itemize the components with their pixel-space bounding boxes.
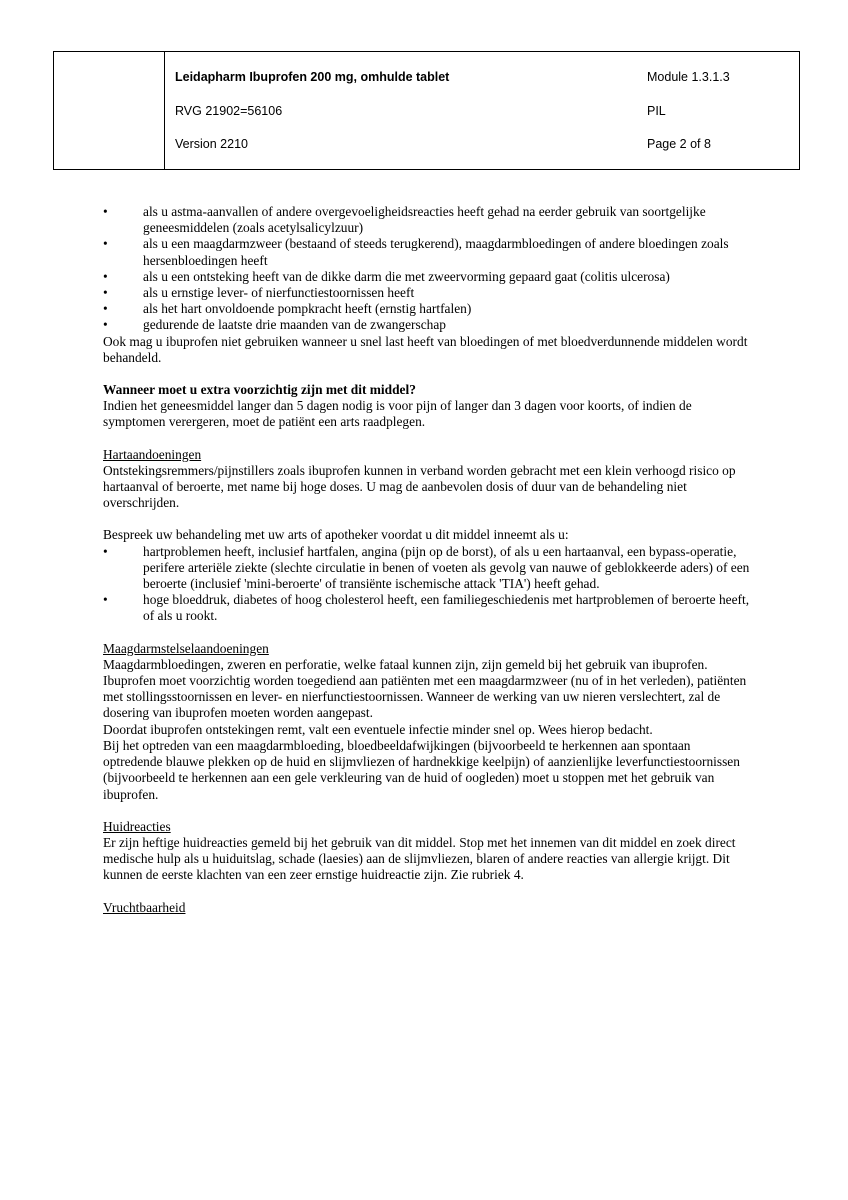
list-item: • als u een ontsteking heeft van de dikke darm die met zweervorming gepaard gaat (colitis ulcerosa) [103,268,670,284]
document-header-table [53,51,800,170]
bullet-icon: • [103,285,108,301]
subheading-heart: Hartaandoeningen [103,446,202,462]
bullet-icon: • [103,592,108,608]
header-version: Version 2210 [175,137,248,151]
header-doc-type: PIL [647,104,666,118]
heart-intro: Bespreek uw behandeling met uw arts of apotheker voordat u dit middel inneemt als u: [103,527,569,543]
list-item: • gedurende de laatste drie maanden van de zwangerschap [103,317,447,333]
bullet-icon: • [103,268,108,284]
section-heading-caution: Wanneer moet u extra voorzichtig zijn met dit middel? [103,382,416,398]
bullet-icon: • [103,317,108,333]
header-module: Module 1.3.1.3 [647,70,730,84]
list-item: • als u ernstige lever- of nierfunctiestoornissen heeft [103,285,415,301]
subheading-skin: Huidreacties [103,818,171,834]
header-rvg-number: RVG 21902=56106 [175,104,283,118]
subheading-gastro: Maagdarmstelselaandoeningen [103,640,269,656]
gastro-paragraph: Bij het optreden van een maagdarmbloeding, bloedbeeldafwijkingen (bijvoorbeeld te herkennen aan spontaan optredende blauwe plekken op de huid en slijmvliezen of hardnekkige keelpijn) of aanzienlijke leverfunctiestoornissen (bijvoorbeeld te herkennen aan een gele verkleuring van de huid of oogleden) moet u stoppen met het gebruik van ibuprofen. [103,737,740,802]
document-body [103,204,753,916]
bullet-icon: • [103,204,108,219]
gastro-paragraph: Ibuprofen moet voorzichtig worden toegediend aan patiënten met een maagdarmzweer (nu of in het verleden), patiënten met stollingsstoornissen en lever- en nierfunctiestoornissen. Wanneer de werking van uw nieren verslechtert, zal de dosering van ibuprofen moeten worden aangepast. [103,673,747,721]
header-page-number: Page 2 of 8 [647,137,711,151]
list-item: • als u een maagdarmzweer (bestaand of steeds terugkerend), maagdarmbloedingen of andere bloedingen zoals hersenbloedingen heeft [103,236,729,268]
list-item: • als het hart onvoldoende pompkracht heeft (ernstig hartfalen) [103,301,472,317]
heart-paragraph: Ontstekingsremmers/pijnstillers zoals ibuprofen kunnen in verband worden gebracht met een klein verhoogd risico op hartaanval of beroerte, met name bij hoge doses. U mag de aanbevolen dosis of duur van de behandeling niet overschrijden. [103,462,736,511]
gastro-paragraph: Maagdarmbloedingen, zweren en perforatie, welke fataal kunnen zijn, zijn gemeld bij het gebruik van ibuprofen. [103,656,708,672]
bullet-icon: • [103,543,108,559]
header-product-title: Leidapharm Ibuprofen 200 mg, omhulde tablet [175,70,450,84]
bullet-icon: • [103,236,108,252]
list-item: • hartproblemen heeft, inclusief hartfalen, angina (pijn op de borst), of als u een hartaanval, een bypass-operatie, perifere arteriële ziekte (slechte circulatie in benen of voeten als gevolg van nauwe of geblokkeerde aders) of een beroerte (inclusief 'mini-beroerte' of transiënte ischemische attack 'TIA') heeft gehad. [103,543,750,592]
list-item: • hoge bloeddruk, diabetes of hoog cholesterol heeft, een familiegeschiedenis met hartproblemen of beroerte heeft, of als u rookt. [103,592,750,624]
gastro-paragraph: Doordat ibuprofen ontstekingen remt, valt een eventuele infectie minder snel op. Wees hierop bedacht. [103,721,653,737]
bullet-icon: • [103,301,108,317]
caution-paragraph: Indien het geneesmiddel langer dan 5 dagen nodig is voor pijn of langer dan 3 dagen voor koorts, of indien de symptomen verergeren, moet de patiënt een arts raadplegen. [103,398,692,430]
subheading-fertility: Vruchtbaarheid [103,899,186,915]
header-logo-cell [54,52,165,169]
contraindication-note: Ook mag u ibuprofen niet gebruiken wanneer u snel last heeft van bloedingen of met bloedverdunnende middelen wordt behandeld. [103,333,748,365]
list-item: • als u astma-aanvallen of andere overgevoeligheidsreacties heeft gehad na eerder gebruik van soortgelijke geneesmiddelen (zoals acetylsalicylzuur) [103,204,706,236]
heart-risk-list [103,544,753,625]
contraindication-list [103,204,753,334]
skin-paragraph: Er zijn heftige huidreacties gemeld bij het gebruik van dit middel. Stop met het innemen van dit middel en zoek direct medische hulp als u huiduitslag, schade (laesies) aan de slijmvliezen, blaren of andere reacties van allergie krijgt. Dit kunnen de eerste klachten van een zeer ernstige huidreactie zijn. Zie rubriek 4. [103,834,736,883]
